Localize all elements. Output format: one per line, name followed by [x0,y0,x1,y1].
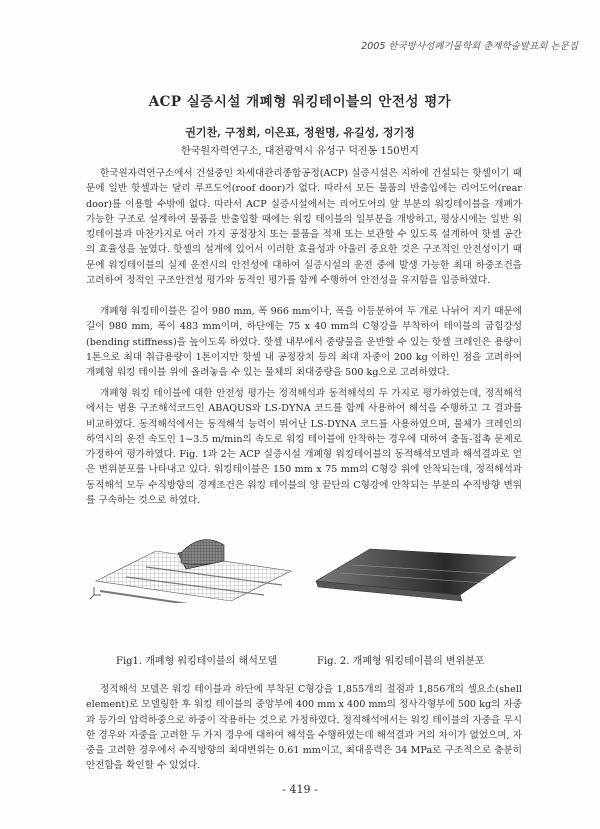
body-paragraph-2 [86,304,522,380]
affiliation: 한국원자력연구소, 대전광역시 유성구 덕진동 150번지 [181,146,419,157]
body-paragraph-1 [86,166,522,288]
author-list: 권기찬, 구정회, 이은표, 정원명, 유길성, 정기정 [185,126,415,139]
paragraph-text: 한국원자력연구소에서 건설중인 차세대관리종합공정(ACP) 실증시설은 지하에 건설되는 핫셀이기 때문에 일반 핫셀과는 달리 루프도어(roof door)가 없다. 따라서 모든 물품의 반출입에는 리어도어(rear door)를 이용할 수밖에 없다. 따라서 ACP 실증시설에서는 리어도어의 앞 부분의 워킹테이블을 개폐가 가능한 구조로 설계하여 물품을 반출입할 때에는 워킹 테이블의 일부분을 개방하고, 평상시에는 일반 워킹테이블과 마찬가지로 여러 가지 공정장치 또는 물품을 적재 또는 보관할 수 있도록 설계하여 핫셀 공간의 효율성을 높였다. 핫셀의 설계에 있어서 이러한 효율성과 아울러 중요한 것은 구조적인 안전성이기 때문에 워킹테이블의 실제 운전시의 안전성에 대하여 실증시설의 운전 중에 발생 가능한 최대 하중조건을 고려하여 정적인 구조안전성 평가와 동적인 평가를 함께 수행하여 안전성을 유지함을 입증하였다. [86,168,522,287]
conference-header: 2005 한국방사성폐기물학회 춘계학술발표회 논문집 [361,41,578,52]
fe-mesh-drawing [86,533,296,603]
paper-title: ACP 실증시설 개폐형 워킹테이블의 안전성 평가 [148,94,452,110]
paragraph-text: 개폐형 워킹 테이블에 대한 안전성 평가는 정적해석과 동적해석의 두 가지로 평가하였는데, 정적해석에서는 범용 구조해석코드인 ABAQUS와 LS-DYNA 코드를 함께 사용하여 해석을 수행하고 그 결과를 비교하였다. 동적해석에서는 동적해석 능력이 뛰어난 LS-DYNA 코드를 사용하였으며, 물체가 크레인의 하역시의 운전 속도인 1~3.5 m/min의 속도로 워킹 테이블에 안착하는 경우에 대하여 충돌-접촉 문제로 가정하여 평가하였다. Fig. 1과 2는 ACP 실증시설 개폐형 워킹테이블의 동적해석모델과 해석결과로 얻은 변위분포를 나타내고 있다. 워킹테이블은 150 mm x 75 mm의 C형강 위에 안착되는데, 정적해석과 동적해석 모두 수직방향의 경계조건은 워킹 테이블의 양 끝단의 C형강에 안착되는 부분의 수직방향 변위를 구속하는 것으로 하였다. [86,388,522,507]
paragraph-text: 개폐형 워킹테이블은 길이 980 mm, 폭 966 mm이나, 폭을 이등분하여 두 개로 나뉘어 지기 때문에 길이 980 mm, 폭이 483 mm이며, 하단에는 75 x 40 mm의 C형강을 부착하여 테이블의 굽힘강성(bending stiffness)을 높이도록 하였다. 핫셀 내부에서 중량물을 운반할 수 있는 핫셀 크레인은 용량이 1톤으로 최대 취급용량이 1톤이지만 핫셀 내 공정장치 등의 최대 자중이 200 kg 이하인 점을 고려하여 개폐형 워킹 테이블 위에 올려놓을 수 있는 물체의 최대중량을 500 kg으로 고려하였다. [86,306,522,379]
displacement-contour-drawing [310,529,520,605]
paragraph-text: 정적해석 모델은 워킹 테이블과 하단에 부착된 C형강을 1,855개의 절점과 1,856개의 셀요소(shell element)로 모델링한 후 워킹 테이블의 중앙부에 400 mm x 400 mm의 정사각형부에 500 kg의 자중과 등가의 압력하중으로 하중이 작용하는 것으로 가정하였다. 정적해석에서는 워킹 테이블의 자중을 무시한 경우와 자중을 고려한 두 가지 경우에 대하여 해석을 수행하였는데 해석결과 거의 차이가 없었으며, 자중을 고려한 경우에서 수직방향의 최대변위는 0.61 mm이고, 최대응력은 34 MPa로 구조적으로 충분히 안전함을 확인할 수 있었다. [86,684,522,772]
figure-1-caption: Fig1. 개폐형 워킹테이블의 해석모델 [116,656,278,667]
figure-1-fe-model [86,577,296,633]
body-paragraph-4 [86,682,522,774]
page-number: - 419 - [282,783,318,796]
body-paragraph-3 [86,386,522,508]
figure-2-caption: Fig. 2. 개폐형 워킹테이블의 변위분포 [317,656,485,667]
figure-2-displacement-plot [310,577,520,633]
